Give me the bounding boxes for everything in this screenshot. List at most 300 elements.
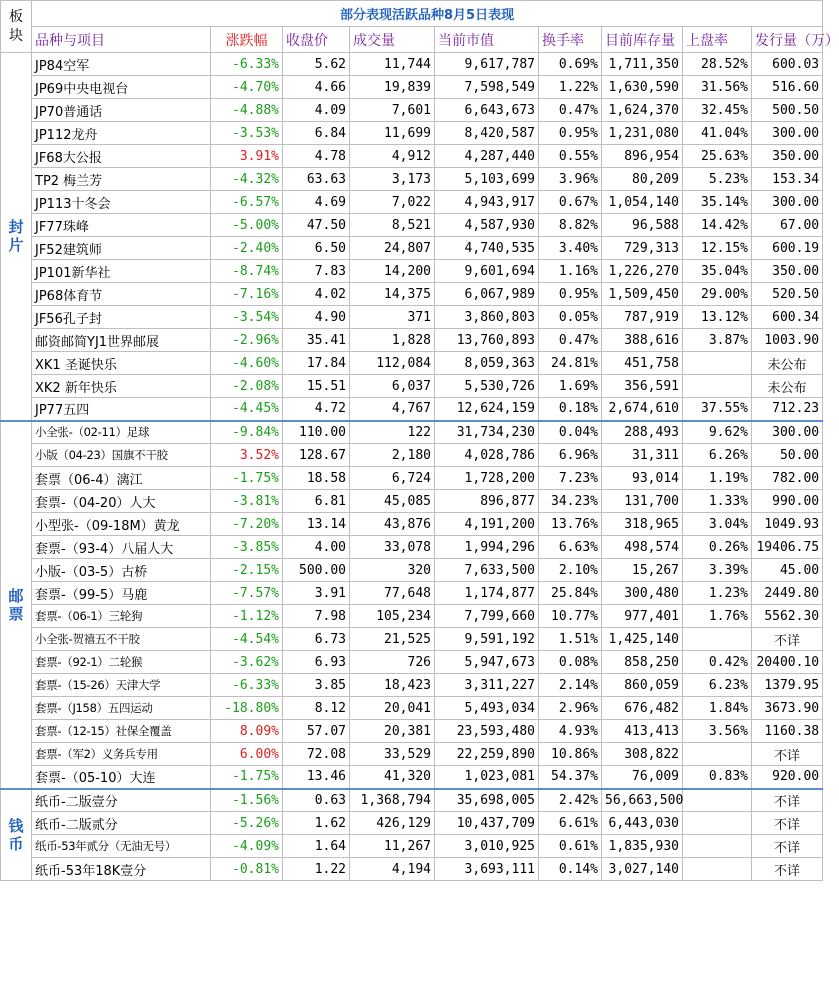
cell-close: 110.00	[283, 421, 350, 444]
cell-close: 72.08	[283, 743, 350, 766]
cell-volume: 7,601	[350, 99, 435, 122]
cell-stock: 2,674,610	[602, 398, 683, 421]
cell-market-cap: 1,174,877	[435, 582, 539, 605]
cell-turnover: 8.82%	[539, 214, 602, 237]
cell-volume: 45,085	[350, 490, 435, 513]
cell-close: 4.90	[283, 306, 350, 329]
section-label: 邮票	[1, 421, 32, 789]
cell-close: 4.78	[283, 145, 350, 168]
cell-name: 套票-（J158）五四运动	[32, 697, 211, 720]
cell-close: 4.66	[283, 76, 350, 99]
cell-market-cap: 12,624,159	[435, 398, 539, 421]
cell-name: JP68体育节	[32, 283, 211, 306]
cell-name: 小版（04-23）国旗不干胶	[32, 444, 211, 467]
cell-volume: 41,320	[350, 766, 435, 789]
cell-issue: 300.00	[752, 122, 823, 145]
table-row	[1, 122, 823, 145]
cell-market-cap: 4,287,440	[435, 145, 539, 168]
cell-listing-rate: 3.56%	[683, 720, 752, 743]
cell-change: -6.33%	[211, 53, 283, 76]
table-row	[1, 168, 823, 191]
cell-change: 6.00%	[211, 743, 283, 766]
cell-volume: 11,699	[350, 122, 435, 145]
cell-issue: 1049.93	[752, 513, 823, 536]
cell-change: -4.88%	[211, 99, 283, 122]
cell-change: -3.81%	[211, 490, 283, 513]
cell-market-cap: 10,437,709	[435, 812, 539, 835]
cell-volume: 1,828	[350, 329, 435, 352]
cell-turnover: 0.61%	[539, 835, 602, 858]
cell-turnover: 0.08%	[539, 651, 602, 674]
cell-market-cap: 1,728,200	[435, 467, 539, 490]
cell-market-cap: 896,877	[435, 490, 539, 513]
cell-stock: 451,758	[602, 352, 683, 375]
cell-market-cap: 5,947,673	[435, 651, 539, 674]
cell-close: 0.63	[283, 789, 350, 812]
cell-close: 6.73	[283, 628, 350, 651]
cell-issue: 2449.80	[752, 582, 823, 605]
table-row	[1, 99, 823, 122]
cell-volume: 7,022	[350, 191, 435, 214]
cell-stock: 1,630,590	[602, 76, 683, 99]
cell-close: 7.98	[283, 605, 350, 628]
cell-listing-rate: 6.26%	[683, 444, 752, 467]
cell-name: 套票-（04-20）人大	[32, 490, 211, 513]
cell-turnover: 2.14%	[539, 674, 602, 697]
cell-issue: 516.60	[752, 76, 823, 99]
cell-stock: 388,616	[602, 329, 683, 352]
cell-turnover: 7.23%	[539, 467, 602, 490]
cell-volume: 726	[350, 651, 435, 674]
cell-name: 套票-（92-1）二轮猴	[32, 651, 211, 674]
cell-listing-rate: 0.42%	[683, 651, 752, 674]
cell-market-cap: 4,028,786	[435, 444, 539, 467]
cell-volume: 2,180	[350, 444, 435, 467]
cell-stock: 1,054,140	[602, 191, 683, 214]
cell-turnover: 0.14%	[539, 858, 602, 881]
cell-close: 3.91	[283, 582, 350, 605]
cell-stock: 1,711,350	[602, 53, 683, 76]
table-row	[1, 53, 823, 76]
cell-close: 6.50	[283, 237, 350, 260]
cell-market-cap: 4,587,930	[435, 214, 539, 237]
cell-issue: 5562.30	[752, 605, 823, 628]
cell-name: 纸币-二版壹分	[32, 789, 211, 812]
table-row	[1, 513, 823, 536]
cell-stock: 93,014	[602, 467, 683, 490]
cell-close: 1.64	[283, 835, 350, 858]
table-row	[1, 145, 823, 168]
cell-name: 小版-（03-5）古桥	[32, 559, 211, 582]
table-row	[1, 674, 823, 697]
cell-close: 1.62	[283, 812, 350, 835]
cell-volume: 43,876	[350, 513, 435, 536]
cell-stock: 3,027,140	[602, 858, 683, 881]
cell-close: 15.51	[283, 375, 350, 398]
cell-change: 3.91%	[211, 145, 283, 168]
cell-turnover: 3.96%	[539, 168, 602, 191]
cell-close: 8.12	[283, 697, 350, 720]
cell-listing-rate: 25.63%	[683, 145, 752, 168]
cell-volume: 11,267	[350, 835, 435, 858]
cell-volume: 320	[350, 559, 435, 582]
cell-name: 套票-（99-5）马鹿	[32, 582, 211, 605]
cell-volume: 14,375	[350, 283, 435, 306]
cell-listing-rate	[683, 858, 752, 881]
table-row	[1, 697, 823, 720]
table-title: 部分表现活跃品种8月5日表现	[32, 1, 823, 27]
cell-change: -7.57%	[211, 582, 283, 605]
cell-issue: 3673.90	[752, 697, 823, 720]
cell-issue: 不详	[752, 858, 823, 881]
cell-stock: 787,919	[602, 306, 683, 329]
cell-issue: 300.00	[752, 421, 823, 444]
cell-change: -1.75%	[211, 766, 283, 789]
cell-volume: 8,521	[350, 214, 435, 237]
cell-market-cap: 5,493,034	[435, 697, 539, 720]
cell-market-cap: 7,633,500	[435, 559, 539, 582]
table-row	[1, 421, 823, 444]
cell-change: -7.16%	[211, 283, 283, 306]
cell-close: 6.93	[283, 651, 350, 674]
cell-volume: 11,744	[350, 53, 435, 76]
cell-close: 63.63	[283, 168, 350, 191]
cell-stock: 76,009	[602, 766, 683, 789]
cell-volume: 19,839	[350, 76, 435, 99]
cell-name: JP101新华社	[32, 260, 211, 283]
cell-stock: 858,250	[602, 651, 683, 674]
section-label: 钱币	[1, 789, 32, 881]
col-header-listing-rate: 上盘率	[683, 27, 752, 53]
cell-turnover: 34.23%	[539, 490, 602, 513]
cell-change: -3.53%	[211, 122, 283, 145]
cell-market-cap: 4,943,917	[435, 191, 539, 214]
cell-listing-rate: 3.87%	[683, 329, 752, 352]
cell-market-cap: 3,010,925	[435, 835, 539, 858]
cell-listing-rate: 28.52%	[683, 53, 752, 76]
cell-stock: 318,965	[602, 513, 683, 536]
column-header-row	[1, 27, 823, 53]
cell-listing-rate: 13.12%	[683, 306, 752, 329]
cell-stock: 1,231,080	[602, 122, 683, 145]
cell-name: 套票-（06-1）三轮狗	[32, 605, 211, 628]
col-header-close: 收盘价	[283, 27, 350, 53]
cell-stock: 1,624,370	[602, 99, 683, 122]
table-row	[1, 191, 823, 214]
cell-issue: 不详	[752, 835, 823, 858]
cell-issue: 未公布	[752, 352, 823, 375]
cell-stock: 288,493	[602, 421, 683, 444]
cell-stock: 729,313	[602, 237, 683, 260]
cell-market-cap: 9,591,192	[435, 628, 539, 651]
table-row	[1, 444, 823, 467]
cell-listing-rate: 29.00%	[683, 283, 752, 306]
col-header-name: 品种与项目	[32, 27, 211, 53]
cell-issue: 300.00	[752, 191, 823, 214]
table-row	[1, 375, 823, 398]
cell-name: JP69中央电视台	[32, 76, 211, 99]
cell-issue: 990.00	[752, 490, 823, 513]
cell-stock: 896,954	[602, 145, 683, 168]
cell-issue: 未公布	[752, 375, 823, 398]
cell-issue: 1003.90	[752, 329, 823, 352]
cell-market-cap: 7,799,660	[435, 605, 539, 628]
cell-change: 8.09%	[211, 720, 283, 743]
col-header-market-cap: 当前市值	[435, 27, 539, 53]
cell-turnover: 0.18%	[539, 398, 602, 421]
cell-volume: 1,368,794	[350, 789, 435, 812]
cell-change: -6.33%	[211, 674, 283, 697]
cell-listing-rate: 9.62%	[683, 421, 752, 444]
cell-listing-rate: 12.15%	[683, 237, 752, 260]
cell-stock: 15,267	[602, 559, 683, 582]
cell-close: 500.00	[283, 559, 350, 582]
cell-market-cap: 8,420,587	[435, 122, 539, 145]
cell-stock: 977,401	[602, 605, 683, 628]
cell-stock: 308,822	[602, 743, 683, 766]
cell-listing-rate: 35.04%	[683, 260, 752, 283]
table-row	[1, 283, 823, 306]
section-label: 封片	[1, 53, 32, 421]
cell-turnover: 25.84%	[539, 582, 602, 605]
table-row	[1, 835, 823, 858]
cell-name: 纸币-二版贰分	[32, 812, 211, 835]
cell-turnover: 6.61%	[539, 812, 602, 835]
cell-listing-rate: 35.14%	[683, 191, 752, 214]
cell-name: 邮资邮简YJ1世界邮展	[32, 329, 211, 352]
cell-issue: 600.34	[752, 306, 823, 329]
cell-name: XK1 圣诞快乐	[32, 352, 211, 375]
cell-market-cap: 4,191,200	[435, 513, 539, 536]
cell-listing-rate	[683, 789, 752, 812]
table-row	[1, 789, 823, 812]
cell-stock: 56,663,500	[602, 789, 683, 812]
cell-issue: 1379.95	[752, 674, 823, 697]
cell-market-cap: 35,698,005	[435, 789, 539, 812]
cell-listing-rate: 1.33%	[683, 490, 752, 513]
table-row	[1, 352, 823, 375]
cell-change: -4.45%	[211, 398, 283, 421]
table-row	[1, 582, 823, 605]
cell-name: XK2 新年快乐	[32, 375, 211, 398]
cell-market-cap: 9,617,787	[435, 53, 539, 76]
cell-turnover: 0.05%	[539, 306, 602, 329]
table-row	[1, 743, 823, 766]
cell-close: 6.84	[283, 122, 350, 145]
cell-name: JF52建筑师	[32, 237, 211, 260]
table-row	[1, 559, 823, 582]
cell-market-cap: 9,601,694	[435, 260, 539, 283]
cell-issue: 不详	[752, 789, 823, 812]
cell-close: 7.83	[283, 260, 350, 283]
cell-listing-rate	[683, 628, 752, 651]
cell-change: -0.81%	[211, 858, 283, 881]
cell-change: -3.85%	[211, 536, 283, 559]
cell-change: -5.00%	[211, 214, 283, 237]
cell-name: 套票-（05-10）大连	[32, 766, 211, 789]
cell-change: -9.84%	[211, 421, 283, 444]
cell-stock: 1,509,450	[602, 283, 683, 306]
cell-turnover: 1.51%	[539, 628, 602, 651]
cell-volume: 18,423	[350, 674, 435, 697]
cell-volume: 4,194	[350, 858, 435, 881]
table-row	[1, 812, 823, 835]
cell-market-cap: 22,259,890	[435, 743, 539, 766]
cell-issue: 712.23	[752, 398, 823, 421]
cell-turnover: 24.81%	[539, 352, 602, 375]
table-row	[1, 766, 823, 789]
cell-close: 4.69	[283, 191, 350, 214]
cell-listing-rate: 1.23%	[683, 582, 752, 605]
cell-volume: 3,173	[350, 168, 435, 191]
col-header-change: 涨跌幅	[211, 27, 283, 53]
cell-stock: 131,700	[602, 490, 683, 513]
cell-close: 5.62	[283, 53, 350, 76]
cell-change: -4.09%	[211, 835, 283, 858]
cell-name: 套票（06-4）漓江	[32, 467, 211, 490]
cell-name: 套票-（93-4）八届人大	[32, 536, 211, 559]
cell-listing-rate: 6.23%	[683, 674, 752, 697]
table-row	[1, 490, 823, 513]
cell-market-cap: 5,530,726	[435, 375, 539, 398]
cell-issue: 153.34	[752, 168, 823, 191]
table-row	[1, 858, 823, 881]
cell-stock: 1,835,930	[602, 835, 683, 858]
cell-listing-rate: 14.42%	[683, 214, 752, 237]
table-row	[1, 720, 823, 743]
table-row	[1, 605, 823, 628]
cell-listing-rate: 1.84%	[683, 697, 752, 720]
cell-change: -4.54%	[211, 628, 283, 651]
cell-listing-rate: 1.76%	[683, 605, 752, 628]
cell-turnover: 0.95%	[539, 283, 602, 306]
cell-change: -4.60%	[211, 352, 283, 375]
cell-close: 1.22	[283, 858, 350, 881]
cell-market-cap: 6,643,673	[435, 99, 539, 122]
cell-name: JP70普通话	[32, 99, 211, 122]
cell-stock: 356,591	[602, 375, 683, 398]
cell-issue: 19406.75	[752, 536, 823, 559]
cell-turnover: 6.63%	[539, 536, 602, 559]
cell-market-cap: 1,994,296	[435, 536, 539, 559]
cell-listing-rate: 5.23%	[683, 168, 752, 191]
cell-issue: 600.19	[752, 237, 823, 260]
table-row	[1, 329, 823, 352]
cell-volume: 112,084	[350, 352, 435, 375]
cell-market-cap: 31,734,230	[435, 421, 539, 444]
cell-stock: 413,413	[602, 720, 683, 743]
cell-name: 套票-（军2）义务兵专用	[32, 743, 211, 766]
cell-change: -3.54%	[211, 306, 283, 329]
cell-close: 3.85	[283, 674, 350, 697]
cell-turnover: 0.47%	[539, 329, 602, 352]
cell-issue: 不详	[752, 628, 823, 651]
cell-turnover: 0.47%	[539, 99, 602, 122]
cell-stock: 300,480	[602, 582, 683, 605]
cell-change: -1.75%	[211, 467, 283, 490]
cell-name: JF77珠峰	[32, 214, 211, 237]
cell-stock: 1,425,140	[602, 628, 683, 651]
cell-market-cap: 23,593,480	[435, 720, 539, 743]
cell-name: JP84空军	[32, 53, 211, 76]
cell-volume: 33,078	[350, 536, 435, 559]
cell-stock: 96,588	[602, 214, 683, 237]
cell-market-cap: 6,067,989	[435, 283, 539, 306]
cell-listing-rate: 3.04%	[683, 513, 752, 536]
cell-turnover: 54.37%	[539, 766, 602, 789]
cell-volume: 6,724	[350, 467, 435, 490]
cell-market-cap: 3,860,803	[435, 306, 539, 329]
cell-turnover: 0.69%	[539, 53, 602, 76]
cell-turnover: 0.95%	[539, 122, 602, 145]
cell-name: JF68大公报	[32, 145, 211, 168]
cell-change: -2.96%	[211, 329, 283, 352]
cell-issue: 45.00	[752, 559, 823, 582]
cell-change: -5.26%	[211, 812, 283, 835]
col-header-turnover: 换手率	[539, 27, 602, 53]
cell-turnover: 0.04%	[539, 421, 602, 444]
table-row	[1, 536, 823, 559]
cell-turnover: 4.93%	[539, 720, 602, 743]
cell-issue: 20400.10	[752, 651, 823, 674]
cell-name: 小全张-（02-11）足球	[32, 421, 211, 444]
cell-name: 纸币-53年贰分（无油无号）	[32, 835, 211, 858]
cell-turnover: 1.69%	[539, 375, 602, 398]
table-row	[1, 651, 823, 674]
cell-issue: 不详	[752, 743, 823, 766]
cell-change: -4.32%	[211, 168, 283, 191]
cell-issue: 920.00	[752, 766, 823, 789]
cell-stock: 1,226,270	[602, 260, 683, 283]
cell-market-cap: 13,760,893	[435, 329, 539, 352]
cell-change: -8.74%	[211, 260, 283, 283]
cell-name: JP77五四	[32, 398, 211, 421]
cell-turnover: 13.76%	[539, 513, 602, 536]
cell-change: -7.20%	[211, 513, 283, 536]
cell-name: TP2 梅兰芳	[32, 168, 211, 191]
cell-issue: 520.50	[752, 283, 823, 306]
cell-close: 4.02	[283, 283, 350, 306]
cell-turnover: 10.77%	[539, 605, 602, 628]
cell-name: 套票-（12-15）社保全覆盖	[32, 720, 211, 743]
cell-volume: 21,525	[350, 628, 435, 651]
cell-market-cap: 1,023,081	[435, 766, 539, 789]
cell-volume: 6,037	[350, 375, 435, 398]
cell-listing-rate: 1.19%	[683, 467, 752, 490]
cell-close: 57.07	[283, 720, 350, 743]
cell-volume: 33,529	[350, 743, 435, 766]
block-header: 板块	[1, 1, 32, 53]
cell-volume: 4,912	[350, 145, 435, 168]
cell-stock: 860,059	[602, 674, 683, 697]
cell-change: -2.15%	[211, 559, 283, 582]
cell-turnover: 1.16%	[539, 260, 602, 283]
cell-name: 套票-（15-26）天津大学	[32, 674, 211, 697]
cell-volume: 14,200	[350, 260, 435, 283]
cell-listing-rate: 3.39%	[683, 559, 752, 582]
cell-name: 纸币-53年18K壹分	[32, 858, 211, 881]
table-row	[1, 306, 823, 329]
cell-turnover: 2.42%	[539, 789, 602, 812]
cell-volume: 4,767	[350, 398, 435, 421]
cell-close: 128.67	[283, 444, 350, 467]
cell-turnover: 6.96%	[539, 444, 602, 467]
cell-turnover: 0.67%	[539, 191, 602, 214]
cell-issue: 350.00	[752, 145, 823, 168]
cell-issue: 67.00	[752, 214, 823, 237]
cell-volume: 122	[350, 421, 435, 444]
table-row	[1, 398, 823, 421]
